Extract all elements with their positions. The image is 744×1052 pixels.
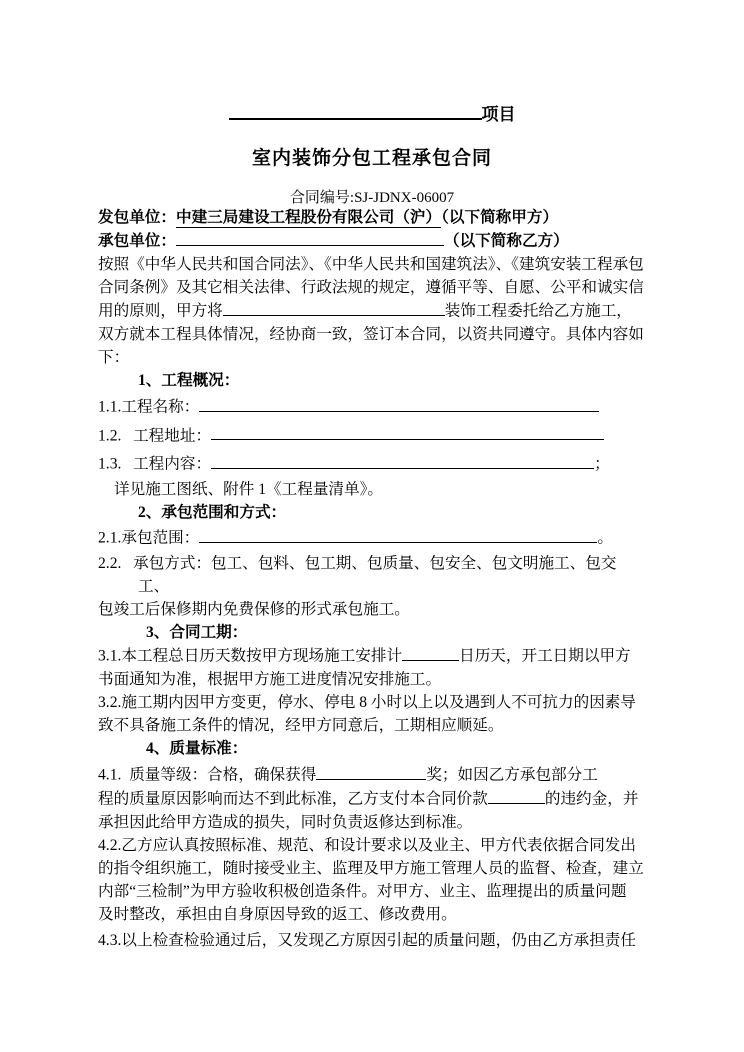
doc-line [98, 714, 658, 737]
text-run: 承担因此给甲方造成的损失，同时负责返修达到标准。 [98, 813, 473, 831]
text-run: 书面通知为准，根据甲方施工进度情况安排施工。 [98, 670, 442, 688]
fill-in-blank [211, 424, 604, 441]
text-run: 3、合同工期： [146, 624, 248, 642]
fill-in-blank [316, 763, 426, 780]
text-run: 1.3. 工程内容： [98, 455, 212, 473]
underlined-text: 中建三局建设工程股份有限公司（沪） [175, 209, 442, 226]
doc-line [98, 452, 658, 476]
doc-line [98, 644, 658, 668]
text-run: 2.2. 承包方式：包工、包料、包工期、包质量、包安全、包文明施工、包交 [98, 554, 617, 572]
fill-in-blank [176, 229, 444, 246]
fill-in-blank [223, 299, 445, 316]
doc-line [98, 903, 658, 926]
project-label: 项目 [481, 105, 516, 124]
text-run: 奖；如因乙方承包部分工 [426, 766, 598, 784]
doc-line [98, 206, 658, 229]
project-name-blank [229, 101, 482, 120]
fill-in-blank [199, 526, 597, 543]
text-run: 发包单位： [98, 209, 176, 226]
text-run: 内部“三检制”为甲方验收积极创造条件。对甲方、业主、监理提出的质量问题 [98, 882, 627, 900]
text-run: （以下简称甲方） [441, 209, 559, 226]
doc-line [98, 369, 658, 392]
text-run: 双方就本工程具体情况，经协商一致，签订本合同，以资共同遵守。具体内容如 [98, 325, 644, 343]
doc-line [98, 501, 658, 524]
text-run: ； [594, 455, 610, 473]
text-run: 用的原则，甲方将 [98, 302, 223, 320]
doc-line [98, 621, 658, 644]
fill-in-blank [199, 395, 599, 412]
doc-line [98, 857, 658, 880]
text-run: 致不具备施工条件的情况，经甲方同意后，工期相应顺延。 [98, 717, 504, 735]
fill-in-blank [402, 644, 459, 661]
doc-line [98, 691, 658, 714]
text-run: 4、质量标准： [146, 740, 248, 758]
text-run: 3.1.本工程总日历天数按甲方现场施工安排计 [98, 647, 403, 665]
doc-line [98, 395, 658, 419]
text-run: 及时整改，承担由自身原因导致的返工、修改费用。 [98, 906, 457, 924]
text-run: 的指令组织施工，随时接受业主、监理及甲方施工管理人员的监督、检查，建立 [98, 859, 644, 877]
text-run: 工、 [138, 577, 170, 595]
text-run: 下： [98, 348, 130, 366]
text-run: 1、工程概况： [138, 371, 240, 389]
project-name-line [0, 100, 744, 125]
fill-in-blank [211, 452, 594, 469]
doc-line [98, 552, 658, 575]
doc-line [98, 834, 658, 857]
doc-line [98, 668, 658, 691]
doc-line [98, 346, 658, 369]
text-run: 的违约金，并 [544, 790, 639, 808]
doc-line [98, 737, 658, 760]
text-run: 详见施工图纸、附件 1《工程量清单》。 [114, 481, 383, 498]
doc-line [98, 229, 658, 253]
text-run: （以下简称乙方） [443, 232, 569, 250]
text-run: 2.1.承包范围： [98, 529, 200, 547]
doc-line [98, 323, 658, 346]
contract-title: 室内装饰分包工程承包合同 [251, 148, 492, 169]
contract-number: 合同编号:SJ-JDNX-06007 [289, 190, 455, 206]
doc-line [98, 763, 658, 787]
doc-line [98, 299, 658, 323]
text-run: 承包单位： [98, 232, 176, 250]
doc-line [98, 929, 658, 952]
text-run: 4.2.乙方应认真按照标准、规范、和设计要求以及业主、甲方代表依据合同发出 [98, 836, 636, 854]
doc-line [98, 424, 658, 448]
doc-line [98, 575, 658, 598]
doc-line [98, 811, 658, 834]
doc-line [98, 253, 658, 276]
text-run: 4.3.以上检查检验通过后，又发现乙方原因引起的质量问题，仍由乙方承担责任 [98, 932, 636, 950]
text-run: 包竣工后保修期内免费保修的形式承包施工。 [98, 601, 410, 619]
text-run: 程的质量原因影响而达不到此标准，乙方支付本合同价款 [98, 790, 488, 808]
text-run: 装饰工程委托给乙方施工， [444, 302, 632, 320]
text-run: 合同条例》及其它相关法律、行政法规的规定，遵循平等、自愿、公平和诚实信 [98, 278, 644, 296]
fill-in-blank [488, 787, 545, 804]
text-run: 1.2. 工程地址： [98, 427, 212, 445]
text-run: 4.1. 质量等级：合格，确保获得 [98, 766, 317, 784]
text-run: 按照《中华人民共和国合同法》、《中华人民共和国建筑法》、《建筑安装工程承包 [98, 255, 644, 273]
doc-line [98, 880, 658, 903]
doc-line [98, 787, 658, 811]
doc-line [98, 478, 658, 501]
text-run: 日历天，开工日期以甲方 [459, 647, 631, 665]
contract-body [98, 206, 658, 952]
doc-line [98, 598, 658, 621]
text-run: 3.2.施工期内因甲方变更，停水、停电 8 小时以上以及遇到人不可抗力的因素导 [98, 694, 636, 712]
doc-line [98, 276, 658, 299]
text-run: 1.1.工程名称： [98, 398, 200, 416]
text-run: 2、承包范围和方式： [138, 504, 287, 522]
doc-line [98, 526, 658, 550]
text-run: 。 [597, 529, 613, 547]
